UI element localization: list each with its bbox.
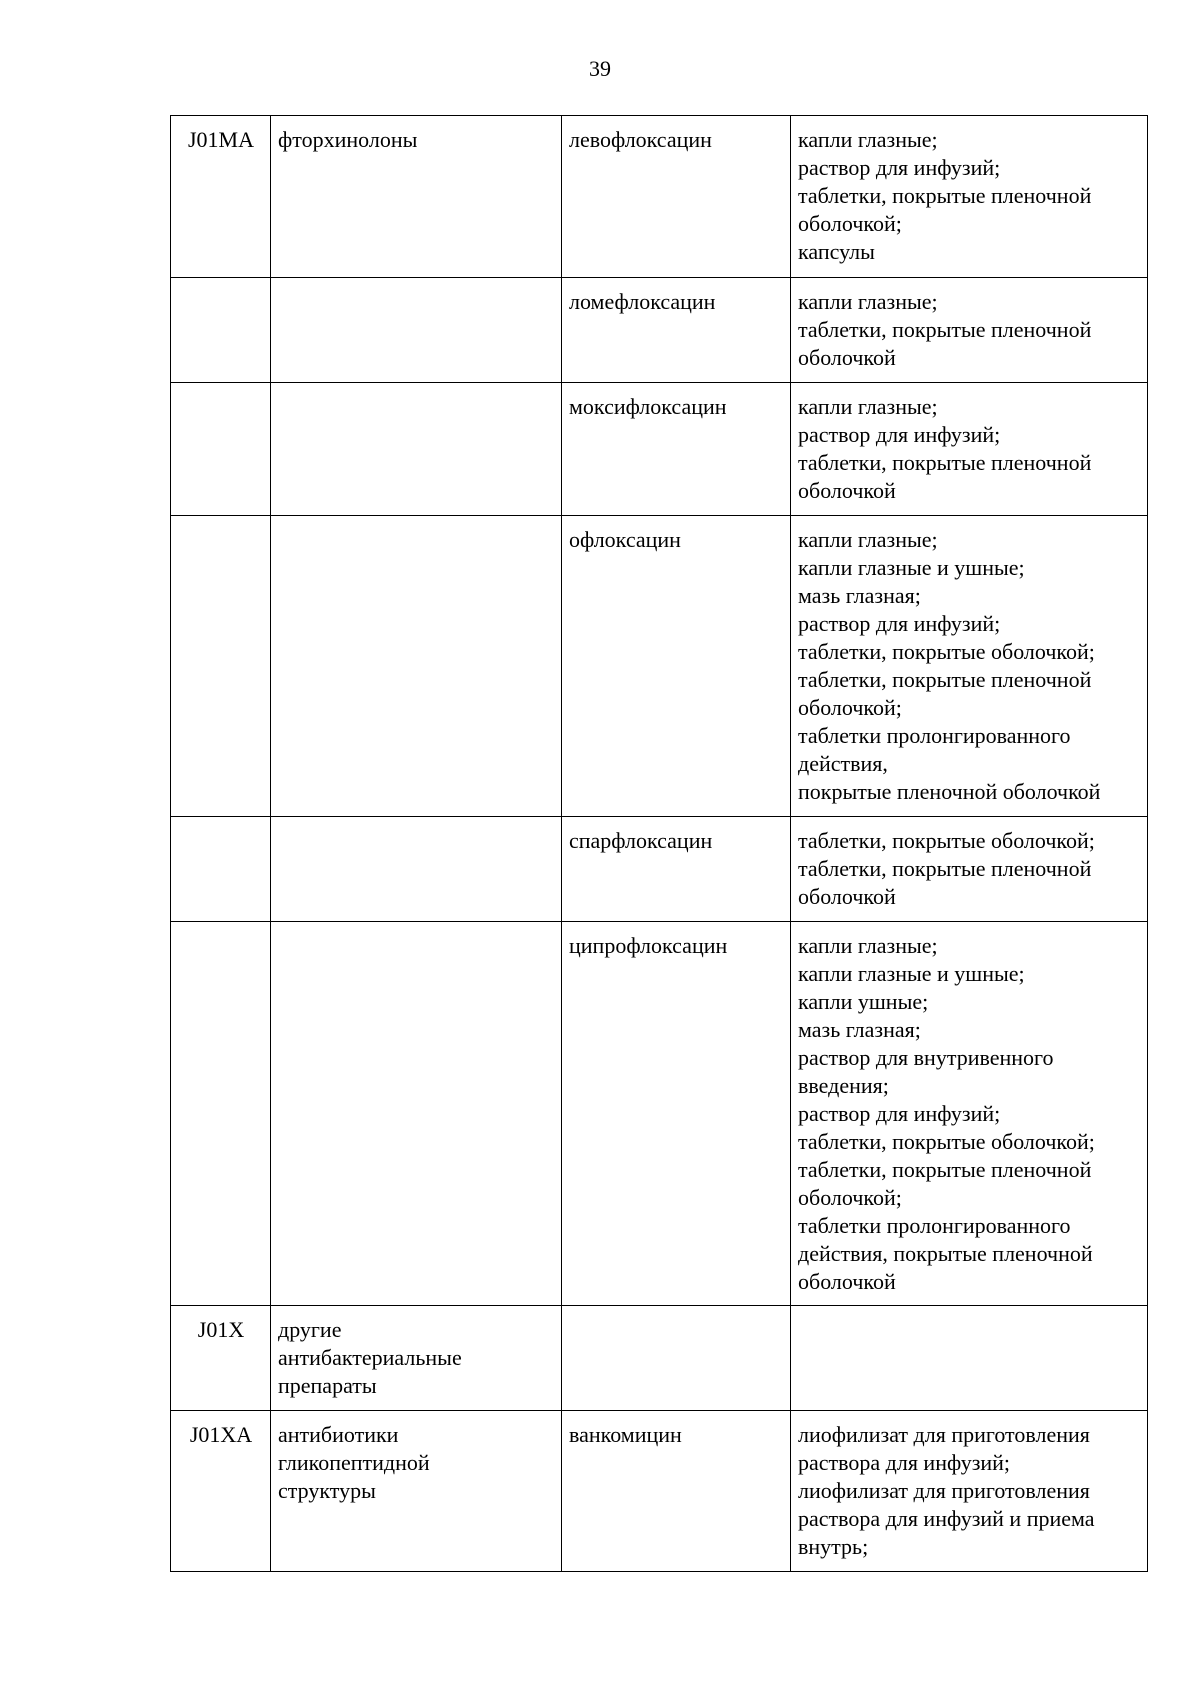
- table-row: [171, 116, 1148, 278]
- drug-name-cell: спарфлоксацин: [562, 817, 791, 922]
- page-number: 39: [589, 56, 611, 81]
- group-line: гликопептидной: [278, 1450, 430, 1475]
- dosage-form-line: раствора для инфузий;: [798, 1450, 1011, 1475]
- dosage-form-line: капли глазные;: [798, 933, 938, 958]
- dosage-forms-cell: [791, 817, 1148, 922]
- dosage-form-line: таблетки, покрытые оболочкой;: [798, 639, 1095, 664]
- dosage-forms-cell: [791, 1306, 1148, 1411]
- group-line: фторхинолоны: [278, 127, 418, 152]
- dosage-form-line: внутрь;: [798, 1534, 869, 1559]
- dosage-form-line: таблетки, покрытые пленочной: [798, 1157, 1092, 1182]
- pharmacological-group-cell: [271, 516, 562, 817]
- atc-code-cell: [171, 516, 271, 817]
- pharmacological-group-cell: [271, 278, 562, 383]
- dosage-form-line: покрытые пленочной оболочкой: [798, 779, 1101, 804]
- dosage-form-line: действия,: [798, 751, 888, 776]
- drug-name-cell: ломефлоксацин: [562, 278, 791, 383]
- dosage-form-line: таблетки, покрытые оболочкой;: [798, 1129, 1095, 1154]
- dosage-form-line: действия, покрытые пленочной: [798, 1241, 1093, 1266]
- group-line: антибактериальные: [278, 1345, 462, 1370]
- dosage-form-line: таблетки, покрытые пленочной: [798, 450, 1092, 475]
- drug-name-cell: левофлоксацин: [562, 116, 791, 278]
- dosage-form-line: оболочкой;: [798, 695, 902, 720]
- atc-code-cell: [171, 922, 271, 1306]
- dosage-form-line: капли глазные и ушные;: [798, 555, 1025, 580]
- drug-name-cell: ванкомицин: [562, 1411, 791, 1572]
- dosage-form-line: таблетки, покрытые пленочной: [798, 667, 1092, 692]
- dosage-form-line: таблетки, покрытые пленочной: [798, 856, 1092, 881]
- dosage-form-line: мазь глазная;: [798, 1017, 921, 1042]
- dosage-form-line: капли глазные;: [798, 127, 938, 152]
- table-row: [171, 1411, 1148, 1572]
- dosage-forms-cell: [791, 922, 1148, 1306]
- dosage-form-line: капли глазные и ушные;: [798, 961, 1025, 986]
- dosage-form-line: лиофилизат для приготовления: [798, 1422, 1090, 1447]
- dosage-form-line: оболочкой: [798, 478, 896, 503]
- dosage-form-line: таблетки, покрытые оболочкой;: [798, 828, 1095, 853]
- drug-name-cell: [562, 1306, 791, 1411]
- dosage-form-line: оболочкой;: [798, 211, 902, 236]
- dosage-forms-cell: [791, 1411, 1148, 1572]
- drug-name-cell: моксифлоксацин: [562, 383, 791, 516]
- dosage-form-line: капли глазные;: [798, 394, 938, 419]
- dosage-form-line: лиофилизат для приготовления: [798, 1478, 1090, 1503]
- atc-code-cell: J01X: [171, 1306, 271, 1411]
- dosage-form-line: капли глазные;: [798, 527, 938, 552]
- dosage-form-line: оболочкой: [798, 345, 896, 370]
- table-body: [171, 116, 1148, 1572]
- dosage-forms-cell: [791, 516, 1148, 817]
- dosage-form-line: раствора для инфузий и приема: [798, 1506, 1095, 1531]
- atc-code-cell: J01XA: [171, 1411, 271, 1572]
- group-line: другие: [278, 1317, 342, 1342]
- table-row: [171, 817, 1148, 922]
- dosage-forms-cell: [791, 278, 1148, 383]
- dosage-form-line: оболочкой: [798, 884, 896, 909]
- dosage-form-line: мазь глазная;: [798, 583, 921, 608]
- dosage-form-line: раствор для инфузий;: [798, 155, 1001, 180]
- drug-name-cell: ципрофлоксацин: [562, 922, 791, 1306]
- atc-code-cell: [171, 278, 271, 383]
- group-line: препараты: [278, 1373, 377, 1398]
- dosage-form-line: капли глазные;: [798, 289, 938, 314]
- dosage-form-line: оболочкой: [798, 1269, 896, 1294]
- atc-code-cell: [171, 817, 271, 922]
- atc-code-cell: [171, 383, 271, 516]
- table-row: [171, 1306, 1148, 1411]
- drug-name-cell: офлоксацин: [562, 516, 791, 817]
- pharmacological-group-cell: [271, 817, 562, 922]
- dosage-form-line: раствор для внутривенного: [798, 1045, 1054, 1070]
- table-row: [171, 383, 1148, 516]
- table-row: [171, 922, 1148, 1306]
- dosage-form-line: таблетки пролонгированного: [798, 1213, 1071, 1238]
- dosage-form-line: таблетки, покрытые пленочной: [798, 317, 1092, 342]
- atc-code-cell: J01MA: [171, 116, 271, 278]
- dosage-form-line: таблетки пролонгированного: [798, 723, 1071, 748]
- pharmacological-group-cell: [271, 1306, 562, 1411]
- dosage-form-line: введения;: [798, 1073, 889, 1098]
- pharmacological-group-cell: [271, 116, 562, 278]
- dosage-form-line: раствор для инфузий;: [798, 422, 1001, 447]
- pharmacological-group-cell: [271, 383, 562, 516]
- group-line: структуры: [278, 1478, 376, 1503]
- dosage-form-line: раствор для инфузий;: [798, 611, 1001, 636]
- dosage-forms-cell: [791, 383, 1148, 516]
- dosage-form-line: оболочкой;: [798, 1185, 902, 1210]
- dosage-form-line: раствор для инфузий;: [798, 1101, 1001, 1126]
- dosage-form-line: капли ушные;: [798, 989, 929, 1014]
- dosage-forms-cell: [791, 116, 1148, 278]
- table-row: [171, 516, 1148, 817]
- table-row: [171, 278, 1148, 383]
- drug-table: [170, 115, 1148, 1572]
- pharmacological-group-cell: [271, 922, 562, 1306]
- group-line: антибиотики: [278, 1422, 399, 1447]
- pharmacological-group-cell: [271, 1411, 562, 1572]
- dosage-form-line: капсулы: [798, 239, 875, 264]
- dosage-form-line: таблетки, покрытые пленочной: [798, 183, 1092, 208]
